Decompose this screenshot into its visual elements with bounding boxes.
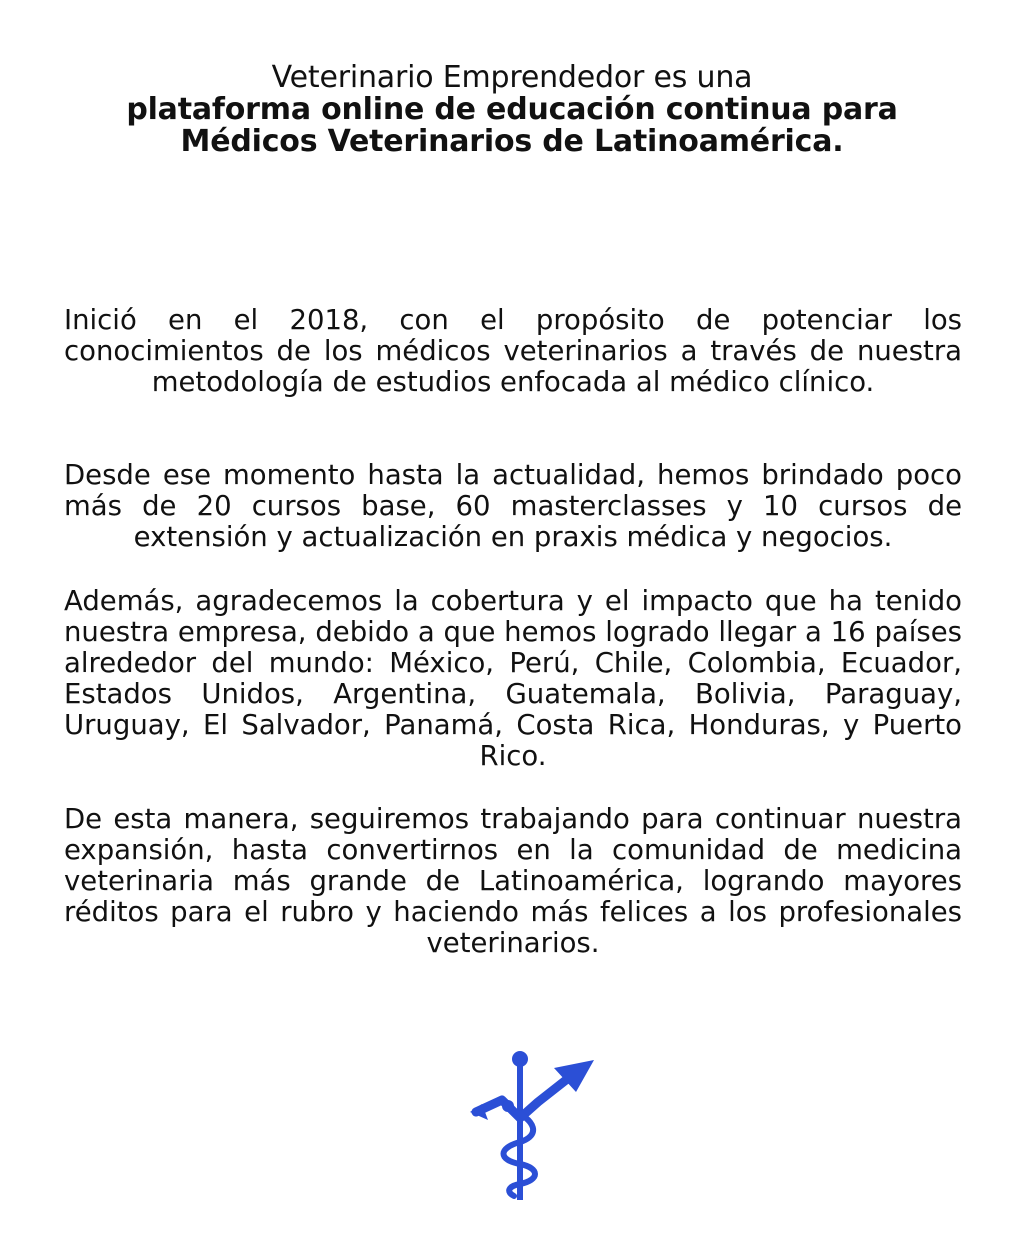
- paragraph-future: De esta manera, seguiremos trabajando para continuar nuestra expansión, hasta convertirnos en la comunidad de medicina veterinaria más grande de Latinoamérica, logrando mayores réditos para el rubro y haciendo más felices a los profesionales veterinarios.: [64, 803, 962, 959]
- paragraph-coverage: Además, agradecemos la cobertura y el impacto que ha tenido nuestra empresa, debido a que hemos logrado llegar a 16 países alrededor del mundo: México, Perú, Chile, Colombia, Ecuador, Estados Unidos, Argentina, Guatemala, Bolivia, Paraguay, Uruguay, El Salvador, Panamá, Costa Rica, Honduras, y Puerto Rico.: [64, 585, 962, 772]
- heading-highlight: plataforma online de educación continua para Médicos Veterinarios de Latinoamérica.: [126, 92, 898, 159]
- caduceus-arrow-icon: [468, 1050, 598, 1200]
- paragraph-origin: Inició en el 2018, con el propósito de potenciar los conocimientos de los médicos veterinarios a través de nuestra metodología de estudios enfocada al médico clínico.: [64, 304, 962, 398]
- paragraph-courses: Desde ese momento hasta la actualidad, hemos brindado poco más de 20 cursos base, 60 masterclasses y 10 cursos de extensión y actualización en praxis médica y negocios.: [64, 459, 962, 553]
- page-heading: [60, 62, 964, 158]
- heading-intro: Veterinario Emprendedor es una: [271, 60, 753, 95]
